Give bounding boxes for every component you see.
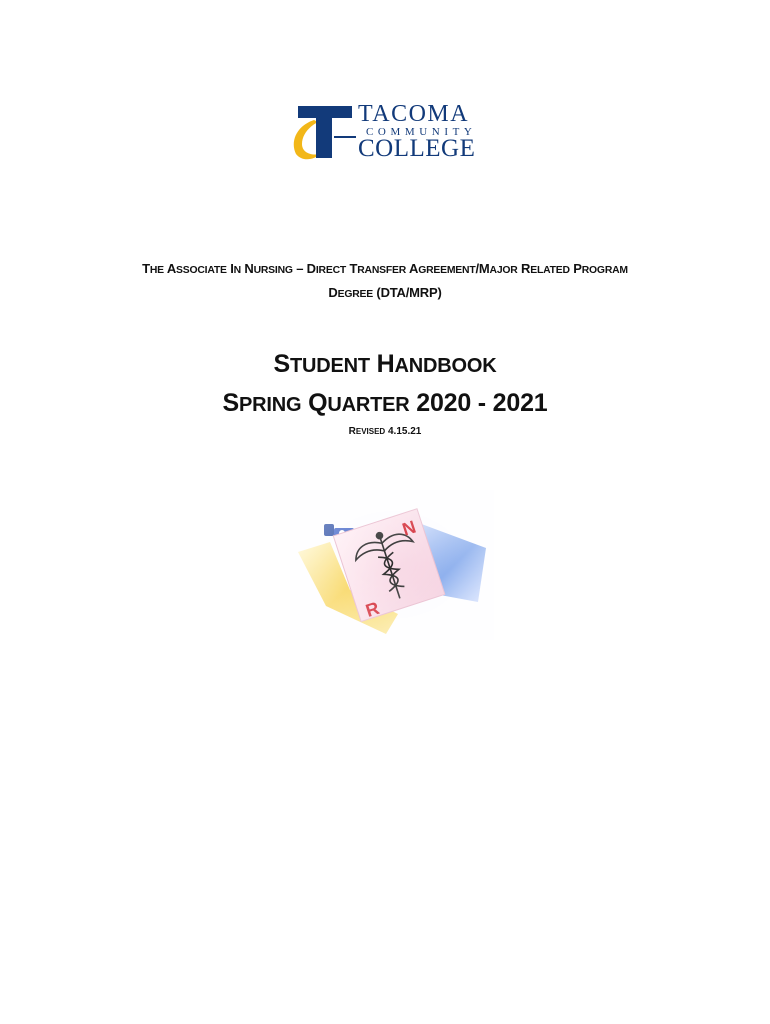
logo-t-rule <box>334 136 356 138</box>
program-title-line2-text: DEGREE (DTA/MRP) <box>328 285 442 300</box>
tacoma-community-college-logo <box>290 100 490 164</box>
handbook-title <box>60 349 710 381</box>
card-letter-n: N <box>399 516 419 540</box>
program-title-line1-text: THE ASSOCIATE IN NURSING – DIRECT TRANSFER AGREEMENT/MAJOR RELATED PROGRAM <box>142 261 628 276</box>
logo-gold-swoosh-inner <box>306 130 313 150</box>
rn-caduceus-illustration <box>290 490 494 640</box>
handbook-term-years: 2020 - 2021 <box>416 389 548 417</box>
revised-date-value: 4.15.21 <box>387 426 422 437</box>
logo-word-college: COLLEGE <box>358 135 476 162</box>
handbook-title-text: STUDENT HANDBOOK <box>273 350 497 378</box>
handbook-term-words: SPRING QUARTER <box>222 389 410 417</box>
logo-wordmark <box>356 100 486 164</box>
tcc-t-mark-icon <box>290 100 356 164</box>
card-letter-r: R <box>363 597 382 621</box>
revised-label: REVISED <box>348 426 386 437</box>
handbook-term <box>60 388 710 420</box>
logo-t-stem <box>316 106 332 158</box>
program-title-line2 <box>60 285 710 303</box>
logo-word-community: COMMUNITY <box>366 126 477 138</box>
logo-word-tacoma: TACOMA <box>358 101 470 127</box>
revised-date <box>60 426 710 438</box>
program-title-line1 <box>60 261 710 279</box>
